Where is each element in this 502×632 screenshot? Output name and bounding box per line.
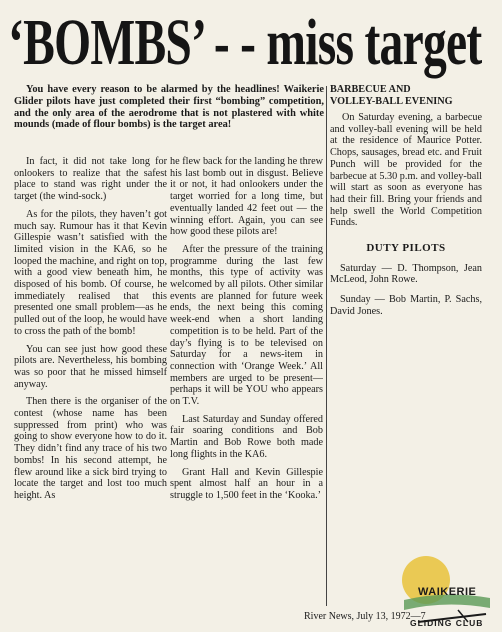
duty-sunday: Sunday — Bob Martin, P. Sachs, David Jones. xyxy=(330,294,482,317)
logo-text-bottom: GLIDING CLUB xyxy=(410,618,484,628)
lead-paragraph xyxy=(14,84,324,131)
col2-paragraph: Grant Hall and Kevin Gillespie spent almost half an hour in a struggle to 1,500 feet in the ‘Kooka.’ xyxy=(170,466,323,501)
headline: ‘BOMBS’ - - miss target xyxy=(8,6,482,79)
duty-saturday: Saturday — D. Thompson, Jean McLeod, John Rowe. xyxy=(330,262,482,286)
duty-pilots-heading: DUTY PILOTS xyxy=(366,242,446,255)
col2-paragraph: Last Saturday and Sunday offered fair soaring conditions and Bob Martin and Bob Rowe both made long flights in the KA6. xyxy=(170,413,323,460)
barbecue-heading-line2: VOLLEY-BALL EVENING xyxy=(330,96,453,107)
lead-text: You have every reason to be alarmed by the headlines! Waikerie Glider pilots have just completed their first “bombing” competition, and the only area of the aerodrome that is not plastered with white mounds (made of flour bombs) is the target area! xyxy=(14,84,324,131)
page-footer: River News, July 13, 1972—7 xyxy=(304,611,426,622)
barbecue-heading-line1: BARBECUE AND xyxy=(330,84,411,95)
col2-paragraph: After the pressure of the training programme during the last few months, this type of activity was welcomed by all pilots. Other similar events are planned for future week ends, the next being this coming week-end when a short landing competition is to be held. Part of the day’s flying is to be televised on Saturday for a news-item in connection with ‘Orange Week.’ All members are urged to be present—perhaps it will be YOU who appears on T.V. xyxy=(170,243,323,408)
barbecue-text: On Saturday evening, a barbecue and volley-ball evening will be held at the residence of Maurice Potter. Chops, sausages, bread etc. and Fruit Punch will be provided for the barbecue at 5.30 p.m. and volley-ball will start as soon as everyone has had their fill. Bring your friends and help swell the World Competition Funds. xyxy=(330,112,482,229)
duty-pilots-list xyxy=(330,263,482,318)
column-3 xyxy=(330,84,482,326)
col2-paragraph: he flew back for the landing he threw his last bomb out in disgust. Believe it or not, it had onlookers under the target worried for a long time, but eventually landed 42 feet out — the winning effort. Again, you can see how good these pilots are! xyxy=(170,156,323,238)
col1-paragraph: Then there is the organiser of the contest (whose name has been suppressed from print) who was going to show everyone how to do it. They didn’t find any trace of his two bombs! In his second attempt, he flew around like a sick bird trying to locate the target and lost too much height. As xyxy=(14,396,167,501)
col1-paragraph: In fact, it did not take long for onlookers to realize that the safest place to stand was right under the target (the wind-sock.) xyxy=(14,156,167,203)
column-divider xyxy=(326,86,327,606)
column-1 xyxy=(14,156,167,508)
col1-paragraph: As for the pilots, they haven’t got much say. Rumour has it that Kevin Gillespie wasn’t satisfied with the limited vision in the KA6, so he looped the machine, and right on top, with a good view beneath him, he disposed of his bomb. Of course, he immediately realised that this presented one small problem—as he pulled out of the loop, he would have to cross the path of the bomb! xyxy=(14,208,167,337)
column-2 xyxy=(170,156,323,508)
barbecue-heading xyxy=(330,84,482,108)
logo-text-top: WAIKERIE xyxy=(418,586,477,598)
col1-paragraph: You can see just how good these pilots are. Nevertheless, his bombing was so poor that he missed himself anyway. xyxy=(14,343,167,390)
